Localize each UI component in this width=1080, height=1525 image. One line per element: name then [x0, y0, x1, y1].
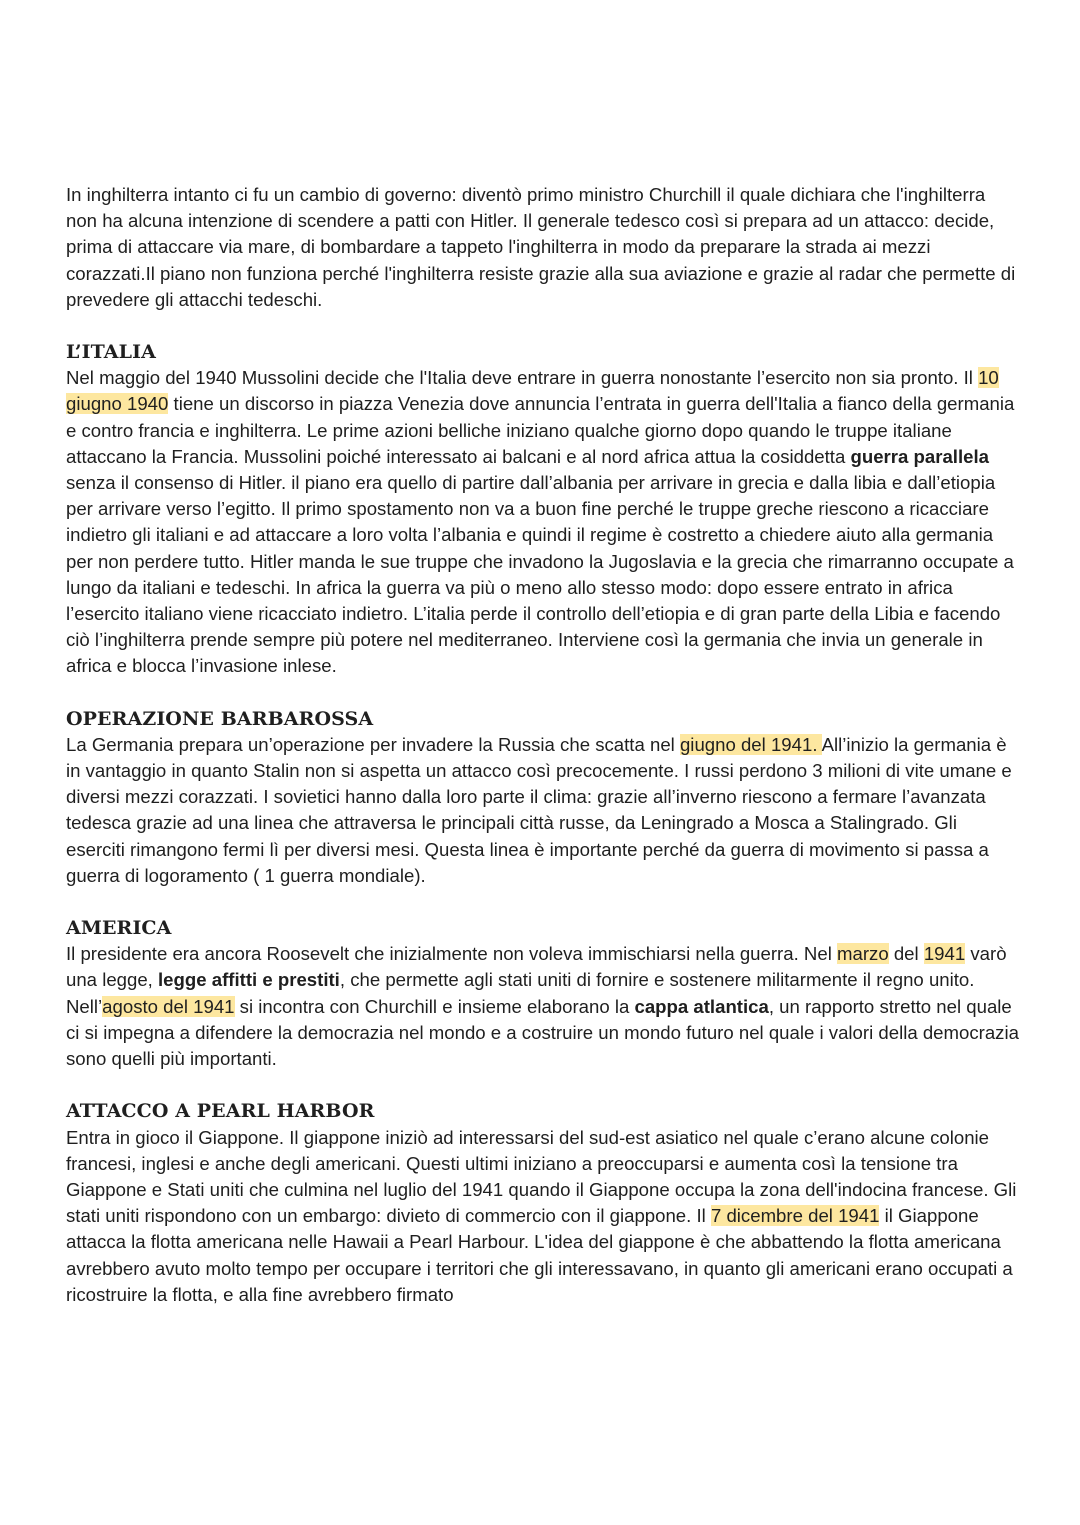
section [66, 706, 1020, 889]
date-highlight: 1941 [923, 943, 966, 965]
text-run: Nel maggio del 1940 Mussolini decide che l'Italia deve entrare in guerra nonostante l’esercito non sia pronto. Il [66, 367, 979, 389]
section-paragraph [66, 941, 1020, 1072]
text-run: il Giappone attacca la flotta americana nelle Hawaii a Pearl Harbour. L'idea del giappone è che abbattendo la flotta americana avrebbero avuto molto tempo per occupare i territori che gli interessavano, in quanto gli americani erano occupati a ricostruire la flotta, e alla fine avrebbero firmato [66, 1205, 1013, 1305]
text-run: senza il consenso di Hitler. il piano era quello di partire dall’albania per arrivare in grecia e dalla libia e dall’etiopia per arrivare verso l’egitto. Il primo spostamento non va a buon fine perché le truppe greche riescono a ricacciare indietro gli italiani e ad attaccare a loro volta l’albania e quindi il regime è costretto a chiedere aiuto alla germania per non perdere tutto. Hitler manda le sue truppe che invadono la Jugoslavia e la grecia che rimarranno occupate a lungo da italiani e tedeschi. In africa la guerra va più o meno allo stesso modo: dopo essere entrato in africa l’esercito italiano viene ricacciato indietro. L’italia perde il controllo dell’etiopia e di gran parte della Libia e facendo ciò l’inghilterra prende sempre più potere nel mediterraneo. Interviene così la germania che invia un generale in africa e blocca l’invasione inlese. [66, 472, 1014, 677]
text-run: In inghilterra intanto ci fu un cambio di governo: diventò primo ministro Churchill il quale dichiara che l'inghilterra non ha alcuna intenzione di scendere a patti con Hitler. Il generale tedesco così si prepara ad un attacco: decide, prima di attaccare via mare, di bombardare a tappeto l'inghilterra in modo da preparare la strada ai mezzi corazzati.Il piano non funziona perché l'inghilterra resiste grazie alla sua aviazione e grazie al radar che permette di prevedere gli attacchi tedeschi. [66, 184, 1016, 310]
sections-container [66, 339, 1020, 1308]
section-heading: L’ITALIA [66, 341, 156, 364]
text-run: si incontra con Churchill e insieme elaborano la [234, 995, 635, 1017]
section-paragraph [66, 732, 1020, 889]
section [66, 1098, 1020, 1308]
date-highlight: agosto del 1941 [102, 995, 235, 1017]
text-run: tiene un discorso in piazza Venezia dove annuncia l’entrata in guerra dell'Italia a fianco della germania e contro francia e inghilterra. Le prime azioni belliche iniziano qualche giorno dopo quando le truppe italiane attaccano la Francia. Mussolini poiché interessato ai balcani e al nord africa attua la cosiddetta [66, 393, 1015, 467]
section-heading: AMERICA [66, 917, 172, 940]
section-paragraph [66, 365, 1020, 679]
text-run: All’inizio la germania è in vantaggio in quanto Stalin non si aspetta un attacco così precocemente. I russi perdono 3 milioni di vite umane e diversi mezzi corazzati. I sovietici hanno dalla loro parte il clima: grazie all’inverno riescono a fermare l’avanzata tedesca grazie ad una linea che attraversa le principali città russe, da Leningrado a Mosca a Stalingrado. Gli eserciti rimangono fermi lì per diversi mesi. Questa linea è importante perché da guerra di movimento si passa a guerra di logoramento ( 1 guerra mondiale). [66, 733, 1012, 886]
date-highlight: giugno del 1941. [679, 733, 822, 755]
text-run: La Germania prepara un’operazione per invadere la Russia che scatta nel [66, 733, 680, 755]
text-run: Entra in gioco il Giappone. Il giappone iniziò ad interessarsi del sud-est asiatico nel quale c’erano alcune colonie francesi, inglesi e anche degli americani. Questi ultimi iniziano a preoccuparsi e aumenta così la tensione tra Giappone e Stati uniti che culmina nel luglio del 1941 quando il Giappone occupa la zona dell'indocina francese. Gli stati uniti rispondono con un embargo: divieto di commercio con il giappone. Il [66, 1126, 1017, 1227]
text-run: , un rapporto stretto nel quale ci si impegna a difendere la democrazia nel mondo e a costruire un mondo futuro nel quale i valori della democrazia sono quelli più importanti. [66, 995, 1019, 1070]
section-heading: OPERAZIONE BARBAROSSA [66, 707, 374, 730]
section [66, 339, 1020, 680]
section-heading: ATTACCO A PEARL HARBOR [66, 1100, 375, 1123]
date-highlight: 10 giugno 1940 [66, 367, 999, 415]
date-highlight: 7 dicembre del 1941 [710, 1205, 880, 1227]
text-run: del [888, 943, 924, 965]
text-run: , che permette agli stati uniti di fornire e sostenere militarmente il regno unito. Nell’ [66, 969, 975, 1017]
intro-paragraph [66, 182, 1020, 313]
date-highlight: marzo [837, 943, 889, 965]
text-run: varò una legge, [66, 943, 1007, 991]
section-paragraph [66, 1125, 1020, 1308]
section [66, 915, 1020, 1072]
text-run: Il presidente era ancora Roosevelt che inizialmente non voleva immischiarsi nella guerra. Nel [66, 943, 837, 965]
bold-term: cappa atlantica [634, 995, 769, 1017]
bold-term: legge affitti e prestiti [158, 969, 340, 991]
bold-term: guerra parallela [850, 445, 989, 467]
